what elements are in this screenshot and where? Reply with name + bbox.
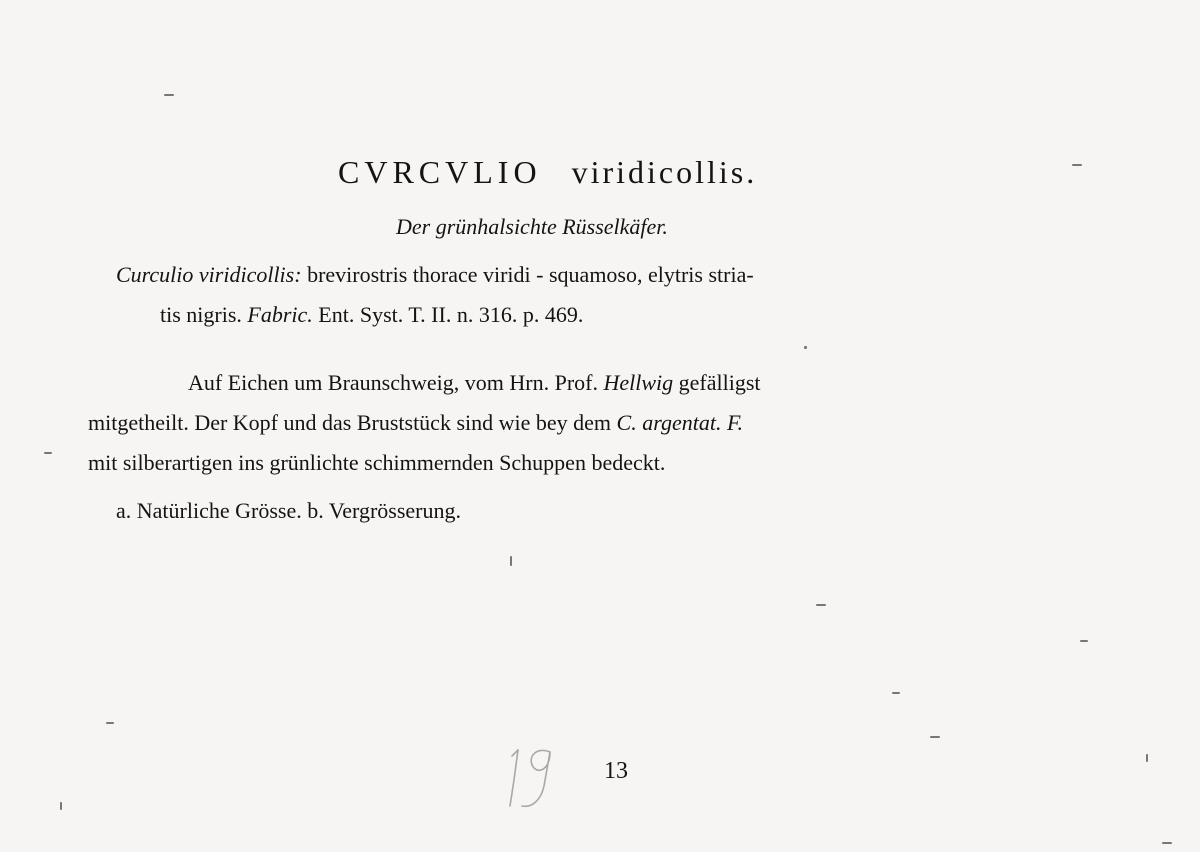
body-line-1 [188, 370, 761, 396]
description-line-2 [160, 302, 583, 328]
body-line-2 [88, 410, 743, 436]
diagnosis-text: brevirostris thorace viridi - squamoso, elytris stria- [307, 262, 754, 287]
title-species: viridicollis. [571, 154, 758, 190]
title-genus: CVRCVLIO [338, 154, 542, 190]
paper-speck [106, 722, 114, 724]
paper-speck [1072, 164, 1082, 166]
author-citation: Fabric. [247, 302, 313, 327]
paper-speck [892, 692, 900, 694]
paper-speck [1162, 842, 1172, 844]
paper-speck [804, 346, 807, 349]
body-line-3: mit silberartigen ins grünlichte schimmernden Schuppen bedeckt. [88, 450, 666, 475]
paper-speck [816, 604, 826, 606]
paper-speck [44, 452, 52, 454]
paper-speck [1146, 754, 1148, 762]
diagnosis-continuation: tis nigris. [160, 302, 242, 327]
page-subtitle: Der grünhalsichte Rüsselkäfer. [396, 214, 668, 239]
page-title [338, 154, 757, 191]
paper-speck [930, 736, 940, 738]
page-number: 13 [604, 758, 628, 784]
description-line-1 [116, 262, 754, 288]
reference-citation: Ent. Syst. T. II. n. 316. p. 469. [318, 302, 584, 327]
body-text: Auf Eichen um Braunschweig, vom Hrn. Prof. [188, 370, 598, 395]
paper-speck [164, 94, 174, 96]
person-name: Hellwig [603, 370, 674, 395]
body-text: gefälligst [678, 370, 761, 395]
figure-legend: a. Natürliche Grösse. b. Vergrösserung. [116, 498, 461, 523]
body-text: mitgetheilt. Der Kopf und das Bruststück sind wie bey dem [88, 410, 612, 435]
species-reference: C. argentat. F. [616, 410, 744, 435]
paper-speck [1080, 640, 1088, 642]
handwritten-note [496, 742, 566, 814]
paper-speck [60, 802, 62, 810]
species-name-italic: Curculio viridicollis: [116, 262, 302, 287]
paper-speck [510, 556, 512, 566]
